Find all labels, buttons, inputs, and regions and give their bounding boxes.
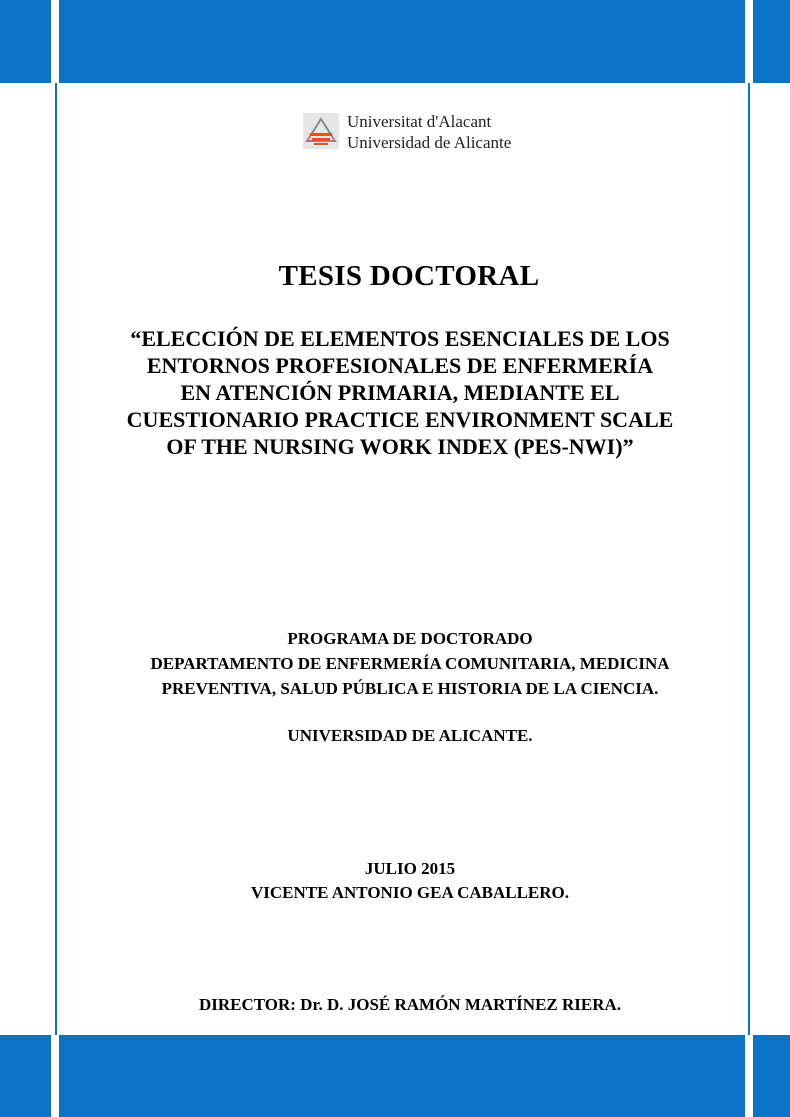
university-logo [303,111,533,153]
right-frame-rule [748,83,750,1035]
bottom-band [59,1035,745,1117]
bottom-band-left [0,1035,51,1117]
program-line: PREVENTIVA, SALUD PÚBLICA E HISTORIA DE LA CIENCIA. [161,679,659,698]
thesis-title-line: OF THE NURSING WORK INDEX (PES-NWI)” [166,434,634,459]
thesis-title-line: CUESTIONARIO PRACTICE ENVIRONMENT SCALE [126,407,674,432]
thesis-title-line: “ELECCIÓN DE ELEMENTOS ESENCIALES DE LOS [130,326,670,351]
top-band-left [0,0,51,83]
top-band [59,0,745,83]
logo-line-2: Universidad de Alicante [347,133,512,152]
author-name: VICENTE ANTONIO GEA CABALLERO. [250,883,570,902]
logo-line-1: Universitat d'Alacant [347,112,492,131]
thesis-title-line: ENTORNOS PROFESIONALES DE ENFERMERÍA [146,353,654,378]
thesis-date: JULIO 2015 [364,859,456,878]
doctoral-program [75,626,745,701]
program-line: PROGRAMA DE DOCTORADO [287,629,533,648]
bottom-band-right [753,1035,790,1117]
program-line: DEPARTAMENTO DE ENFERMERÍA COMUNITARIA, MEDICINA [150,654,670,673]
university-emblem-icon [303,113,339,149]
document-title: TESIS DOCTORAL [278,260,540,292]
thesis-title-line: EN ATENCIÓN PRIMARIA, MEDIANTE EL [180,380,620,405]
left-frame-rule [55,83,57,1035]
top-band-right [753,0,790,83]
director-name: DIRECTOR: Dr. D. JOSÉ RAMÓN MARTÍNEZ RIERA. [198,995,622,1014]
thesis-title [75,325,725,460]
university-name: UNIVERSIDAD DE ALICANTE. [287,726,533,745]
